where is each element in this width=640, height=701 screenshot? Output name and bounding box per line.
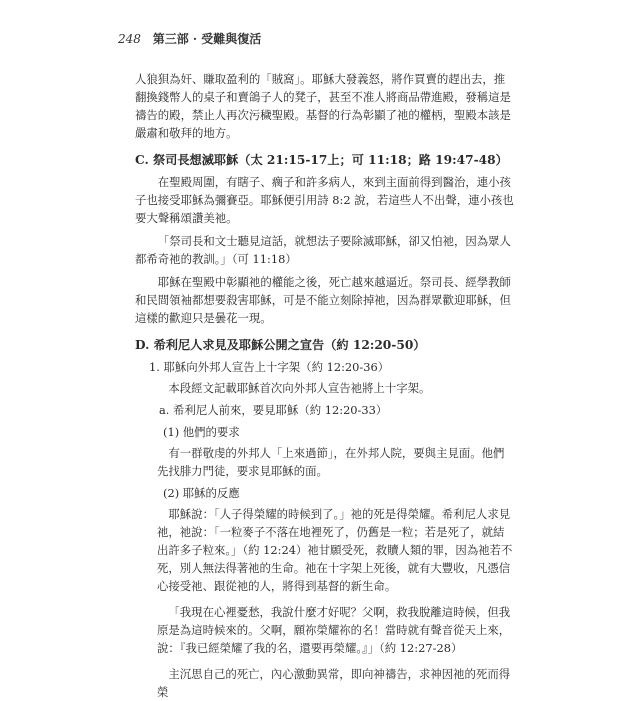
subsection-heading-a: a. 希利尼人前來，要見耶穌（約 12:20-33） xyxy=(159,403,388,417)
paragraph: 耶穌在聖殿中彰顯祂的權能之後，死亡越來越逼近。祭司長、經學教師和民間領袖都想要殺害耶穌，可是不能立刻除掉祂，因為群眾歡迎耶穌，但這樣的歡迎只是曇花一現。 xyxy=(135,275,511,325)
section-heading-c: C. 祭司長想滅耶穌（太 21:15-17上；可 11:18；路 19:47-48） xyxy=(135,153,508,167)
paragraph: 本段經文記載耶穌首次向外邦人宣告祂將上十字架。 xyxy=(168,381,431,395)
section-heading-d: D. 希利尼人求見及耶穌公開之宣告（約 12:20-50） xyxy=(135,338,426,352)
paragraph: 有一群敬虔的外邦人「上來過節」，在外邦人院，要與主見面。他們先找腓力門徒，要求見耶穌的面。 xyxy=(157,446,505,478)
page-number: 248 xyxy=(118,32,141,46)
subsection-heading-1: 1. 耶穌向外邦人宣告上十字架（約 12:20-36） xyxy=(149,360,390,374)
paragraph: 主沉思自己的死亡，內心激動異常，即向神禱告，求神因祂的死而得榮 xyxy=(157,667,511,699)
subsection-heading-i: (1) 他們的要求 xyxy=(163,425,240,439)
running-title: 第三部 · 受難與復活 xyxy=(152,32,262,46)
scripture-quote: 「祭司長和文士聽見這話，就想法子要除滅耶穌，卻又怕祂，因為眾人都希奇祂的教訓。」（可 11:18） xyxy=(135,234,511,266)
paragraph: 在聖殿周圍，有瞎子、瘸子和許多病人，來到主面前得到醫治，連小孩子也接受耶穌為彌賽亞。耶穌便引用詩 8:2 說，若這些人不出聲，連小孩也要大聲稱頌讚美祂。 xyxy=(135,175,514,225)
subsection-heading-ii: (2) 耶穌的反應 xyxy=(163,486,240,500)
page-header xyxy=(118,30,261,47)
paragraph: 耶穌說：「人子得榮耀的時候到了。」祂的死是得榮耀。希利尼人求見祂，祂說：「一粒麥子不落在地裡死了，仍舊是一粒；若是死了，就結出許多子粒來。」（約 12:24）祂甘願受死，救贖人類的罪，因為祂若不死，別人無法得著祂的生命。祂在十字架上死後，就有大豐收，凡憑信心接受祂、跟從祂的人，將得到基督的新生命。 xyxy=(157,507,513,593)
paragraph: 人狼狽為奸、賺取盈利的「賊窩」。耶穌大發義怒，將作買賣的趕出去，推翻換錢幣人的桌子和賣鴿子人的凳子，甚至不准人將商品帶進殿，發稱這是禱告的殿，禁止人再次污穢聖殿。基督的行為彰顯了祂的權柄，聖殿本該是嚴肅和敬拜的地方。 xyxy=(135,72,511,140)
scripture-quote: 「我現在心裡憂愁，我說什麼才好呢？父啊，救我脫離這時候，但我原是為這時候來的。父啊，願祢榮耀祢的名！當時就有聲音從天上來，說：『我已經榮耀了我的名，還要再榮耀。』」（約 12:27-28） xyxy=(157,605,511,655)
page-body xyxy=(135,70,515,701)
